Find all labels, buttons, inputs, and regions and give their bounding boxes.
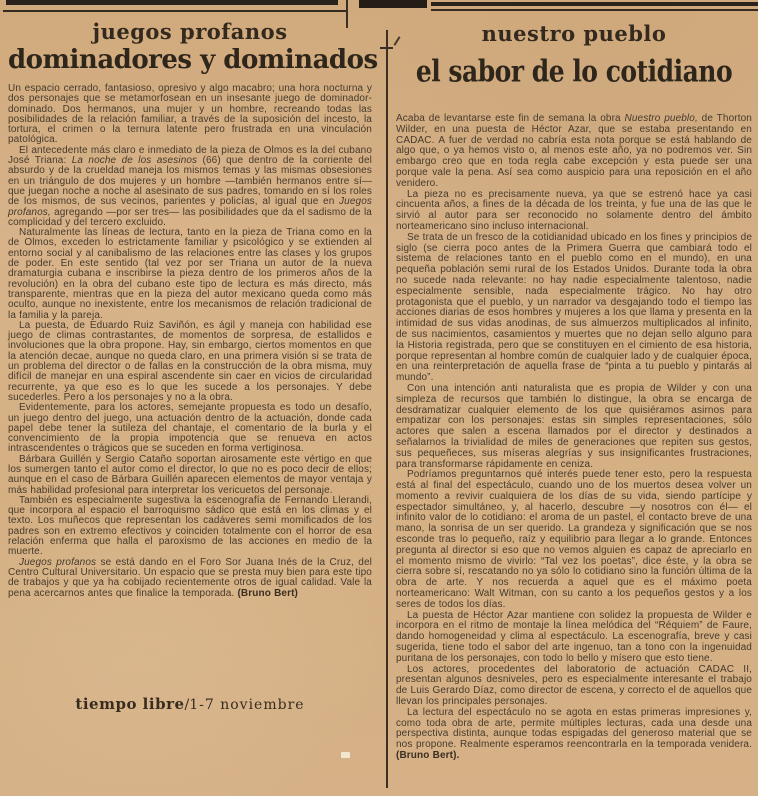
paragraph: El antecedente más claro e inmediato de la pieza de Olmos es la del cubano José Triana: La noche de los asesinos (66) que dentro de la corriente del absurdo y de la crueldad maneja los mismos temas y las mismas obsesiones en un triángulo de dos mujeres y un hombre —también hermanos entre sí— que juegan noche a noche al asesinato de sus padres, tomando en sí los roles de los mismos, de sus vecinos, parientes y policías, al igual que en Juegos profanos, agregando —por ser tres— las posibilidades que da el sadismo de la complicidad y del tercero excluido. — [8, 144, 372, 228]
paragraph: También es especialmente sugestiva la escenografía de Fernando Llerandi, que incorpora al espacio el barroquismo sádico que está en los climas y el texto. Los muñecos que representan los cadáveres semi momificados de los padres son en extremo efectivos y coinciden totalmente con el horror de esa relación enferma que halla el paroxismo de las acciones en medio de la muerte. — [8, 494, 372, 558]
paragraph: La pieza no es precisamente nueva, ya que se estrenó hace ya casi cincuenta años, a fines de la década de los treinta, y fue una de las que le sirvió al autor para ser reconocido no solamente dentro del ámbito norteamericano sino incluso internacional. — [396, 188, 752, 232]
paragraph: La lectura del espectáculo no se agota en estas primeras impresiones y, como toda obra de arte, permite múltiples lecturas, cada una desde una perspectiva distinta, aunque todas espigadas del generoso material que se nos propone. Realmente esperamos reencontrarla en la temporada venidera. (Bruno Bert). — [396, 706, 752, 762]
publication-name: tiempo libre — [75, 695, 185, 713]
publication-footer — [8, 695, 372, 714]
right-article-kicker: nuestro pueblo — [481, 21, 667, 46]
paragraph: Naturalmente las líneas de lectura, tanto en la pieza de Triana como en la de Olmos, exceden lo estrictamente familiar y psicológico y se extienden al entorno social y al canibalismo de las relaciones entre las clases y los grupos de poder. En este sentido (tal vez por ser Triana un autor de la nueva dramaturgia cubana e inscribirse la pieza dentro de los primeros años de la revolución) en la obra del cubano este tipo de lectura es más directo, más transparente, mientras que en la pieza del autor mexicano queda como más oculto, aunque no inexistente, entre los mecanismos de relación tradicional de la familia y la pareja. — [8, 227, 372, 321]
paragraph: La puesta, de Eduardo Ruiz Saviñón, es ágil y maneja con habilidad ese juego de climas contrastantes, de momentos de sorpresa, de estallidos e involuciones que la obra propone. Hay, sin embargo, ciertos momentos en que la atención decae, aunque no queda claro, en una primera visión si se trata de un problema del director o de fallas en la construcción de la obra misma, muy difícil de manejar en una espiral ascendente sin caer en vicios de circularidad recurrente, ya que eso es lo que les sucede a los personajes. Y debe sucederles. Pero a los personajes y no a la obra. — [8, 319, 372, 403]
right-article-body — [396, 114, 752, 762]
left-article-title-text: dominadores y dominados — [8, 45, 378, 75]
top-bar-left-rule — [6, 0, 338, 5]
right-column-top-rule-thin — [431, 9, 758, 11]
paragraph: Bárbara Guillén y Sergio Cataño soportan airosamente este vértigo en que los sumergen tanto el autor como el director, lo que no es poco decir de ellos; aunque en el caso de Bárbara Guillén aparecen elementos de mayor ventaja y más habilidad profesional para interpretar los vericuetos del personaje. — [8, 453, 372, 496]
scan-speck — [341, 752, 350, 758]
left-article-kicker: juegos profanos — [92, 19, 288, 44]
right-column-top-rule-thick — [431, 2, 758, 6]
right-article-title — [396, 55, 752, 90]
left-article-title — [8, 45, 378, 75]
paragraph: La puesta de Héctor Azar mantiene con solidez la propuesta de Wilder e incorpora en el ritmo de montaje la línea melódica del “Réquiem” de Faure, dando homogeneidad y clima al espectáculo. La escenografía, breve y casi sugerida, tiene todo el sabor del arte ingenuo, tan a tono con la ingenuidad puritana de los personajes, con todo lo bello y mísero que esto tiene. — [396, 609, 752, 664]
paragraph: Acaba de levantarse este fin de semana la obra Nuestro pueblo, de Thorton Wilder, en una puesta de Héctor Azar, que se estaba presentando en CADAC. A fuer de verdad no cabría esta nota porque se está hablando de algo que, o ya hemos visto o, al menos este año, ya no podremos ver. Sin embargo creo que en toda regla cabe excepción y esta puede ser una porque vale la pena. Así sea como auspicio para una reposición en el año venidero. — [396, 113, 752, 189]
paragraph: Juegos profanos se está dando en el Foro Sor Juana Inés de la Cruz, del Centro Cultural Universitario. Un espacio que se presta muy bien para este tipo de trabajos y que ya ha cobijado recientemente otros de igual calidad. Vale la pena acercarnos antes que finalice la temporada. (Bruno Bert) — [8, 556, 372, 599]
paragraph: Evidentemente, para los actores, semejante propuesta es todo un desafío, un juego dentro del juego, una actuación dentro de la actuación, donde cada papel debe tener la sutileza del chantaje, el comentario de la burla y el convencimiento de la propia impotencia que se renueva en actos intrascendentes o trágicos que se suceden en forma vertiginosa. — [8, 402, 372, 455]
paragraph: Se trata de un fresco de la cotidianidad ubicado en los fines y principios de siglo (se cierra poco antes de la Primera Guerra que cambiará todo el sistema de relaciones tanto en el pueblo como en el mundo), en una pequeña población semi rural de los Estados Unidos. Durante toda la obra no sucede nada relevante: no hay nadie especialmente talentoso, nadie especialmente sensible, nada especialmente trágico. No hay otro protagonista que el pueblo, y un narrador va desgajando todo el tiempo las acciones diarias de esos hombres y mujeres a los que llama y presenta en la intimidad de sus vidas anodinas, de sus almuerzos multiplicados al infinito, de sus nacimientos, casamientos y muertes que no dejan sello alguno para la Historia registrada, pero que se constituyen en el cimiento de esa historia, porque representan al hombre común de cualquier lado y de cualquier época, en una reinterpretación de aquella frase de “pinta a tu pueblo y pintarás al mundo”. — [396, 231, 752, 384]
issue-date-range: 1-7 noviembre — [189, 697, 305, 713]
left-column-top-rule — [3, 10, 347, 12]
top-middle-bar — [359, 0, 427, 8]
paragraph: Podríamos preguntarnos qué interés puede tener esto, pero la respuesta está al final del espectáculo, cuando uno de los muertos desea volver un momento a revivir cualquiera de los días de su vida, siendo partícipe y espectador simultáneo, y, al hacerlo, descubre —y nosotros con él— el infinito valor de lo cotidiano: el aroma de un pastel, el contacto breve de una mano, la sonrisa de un ser querido. La grandeza y significación que se nos esconde tras lo pequeño, raíz y equilibrio para llegar a lo grande. Entonces pregunta al director si eso que no vemos alguien es capaz de apreciarlo en el momento mismo de vivirlo: “Tal vez los poetas”, dice éste, y la obra se cierra sobre sí, rescatando no ya sólo lo cotidiano sino la función última de la obra de arte. Y nos recuerda a aquel que es el máximo poeta norteamericano: Walt Witman, con su canto a los pequeños gestos y a los seres de todos los días. — [396, 469, 752, 610]
paragraph: Un espacio cerrado, fantasioso, opresivo y algo macabro; una hora nocturna y dos personajes que se metamorfosean en un insesante juego de dominador-dominado. Dos hermanos, una mujer y un hombre, recreando todas las posibilidades de la relación familiar, a través de la suposición del incesto, la tortura, el crimen o la ternura latente pero frustrada en una vinculación patológica. — [8, 83, 372, 146]
paragraph: Los actores, procedentes del laboratorio de actuación CADAC II, presentan algunos desniveles, pero es especialmente interesante el trabajo de Luis Gerardo Díaz, como director de escena, y correcto el de aquellos que llevan los principales personajes. — [396, 663, 752, 708]
column-divider-rule — [386, 30, 388, 788]
article-nuestro-pueblo — [396, 22, 752, 762]
paragraph: Con una intención anti naturalista que es propia de Wilder y con una simpleza de recursos que también lo distingue, la obra se encarga de desdramatizar cualquier elemento de los que quisiéramos asirnos para empatizar con los personajes: estas sin simples representaciones, sólo actores que salen a escena llamados por el director y destinados a señalarnos la trivialidad de miles de generaciones que repiten sus gestos, sus pequeñeces, sus míseras alegrías y sus insignificantes frustraciones, para transformarse rápidamente en ceniza. — [396, 382, 752, 470]
left-article-body — [8, 84, 372, 599]
article-juegos-profanos — [8, 19, 378, 599]
title-dash-mark — [380, 47, 393, 49]
footer-separator: / — [184, 697, 190, 713]
right-article-title-text: el sabor de lo cotidiano — [415, 54, 733, 89]
